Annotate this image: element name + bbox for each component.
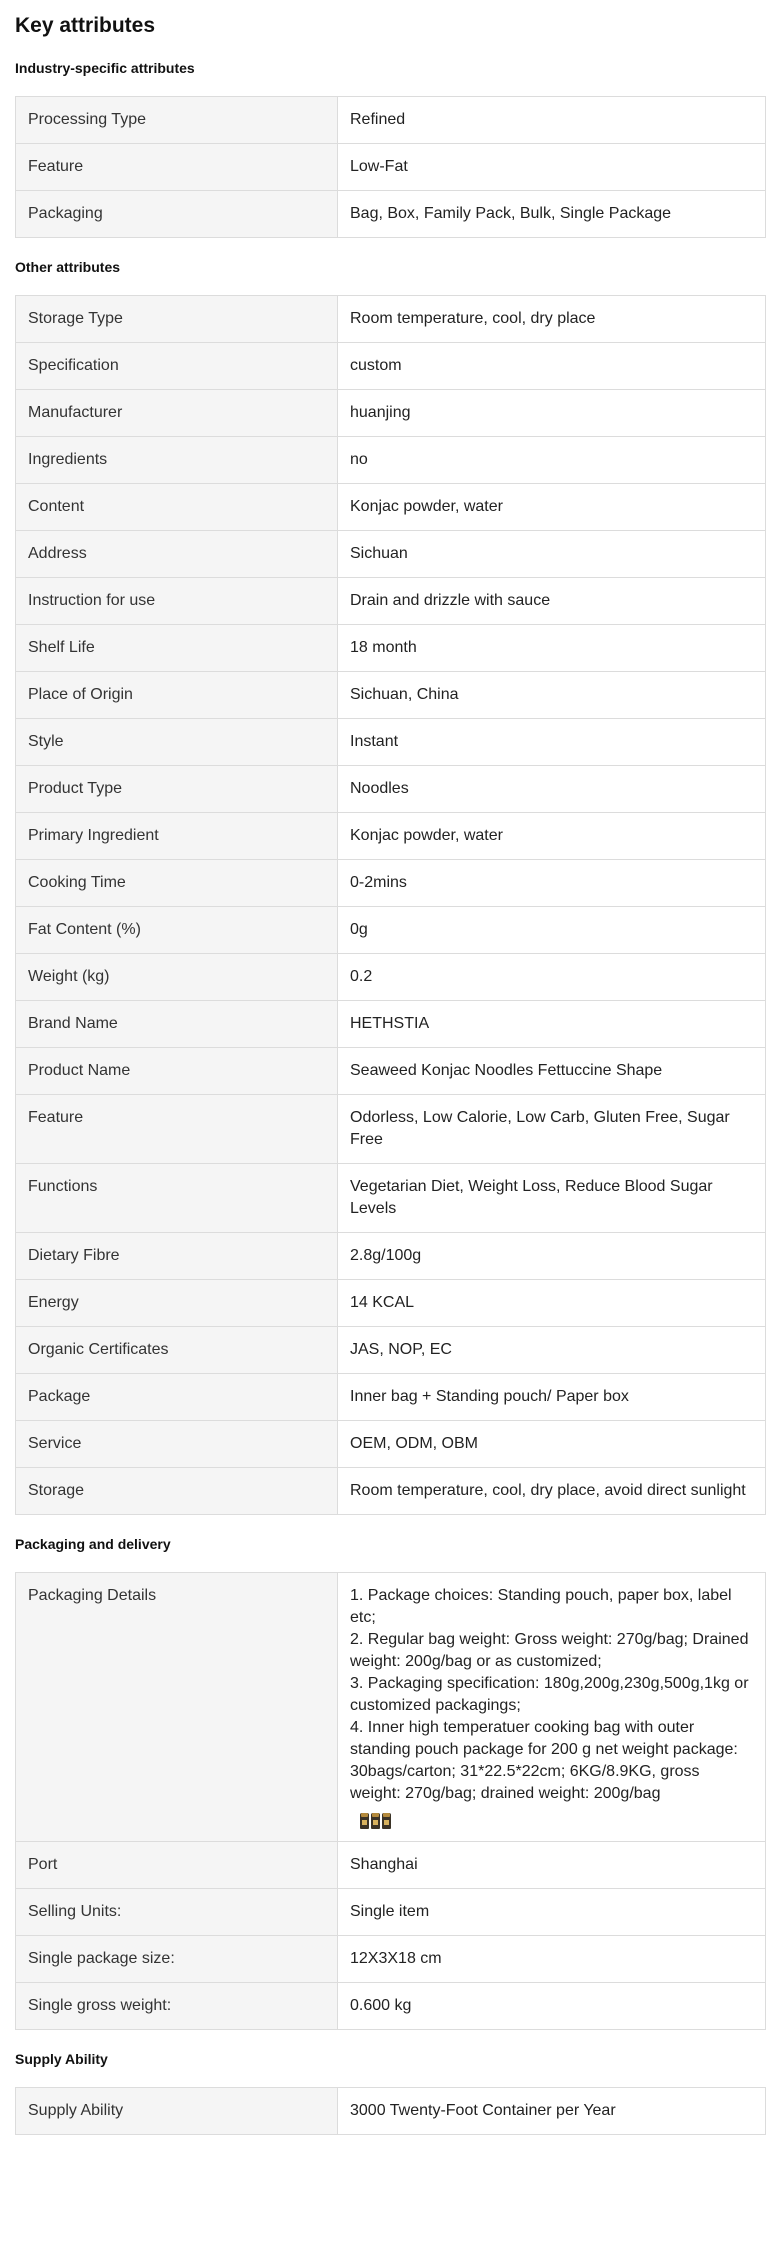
attribute-value: no (338, 437, 766, 484)
attribute-key: Single package size: (16, 1936, 338, 1983)
attribute-value: Noodles (338, 766, 766, 813)
table-row (16, 578, 766, 625)
attribute-key: Primary Ingredient (16, 813, 338, 860)
attribute-value: Sichuan (338, 531, 766, 578)
product-jar-icon (371, 1813, 380, 1829)
attribute-key: Specification (16, 343, 338, 390)
attribute-value: HETHSTIA (338, 1001, 766, 1048)
attribute-value: 12X3X18 cm (338, 1936, 766, 1983)
table-row (16, 1421, 766, 1468)
attribute-value: Odorless, Low Calorie, Low Carb, Gluten Free, Sugar Free (338, 1095, 766, 1164)
attribute-value: Room temperature, cool, dry place, avoid direct sunlight (338, 1468, 766, 1515)
attribute-value: Single item (338, 1889, 766, 1936)
attribute-key: Brand Name (16, 1001, 338, 1048)
attribute-key: Shelf Life (16, 625, 338, 672)
attribute-key: Storage (16, 1468, 338, 1515)
section-title-industry: Industry-specific attributes (15, 60, 195, 76)
attribute-key: Package (16, 1374, 338, 1421)
attribute-key: Fat Content (%) (16, 907, 338, 954)
table-row (16, 1048, 766, 1095)
table-row (16, 144, 766, 191)
attribute-key: Service (16, 1421, 338, 1468)
table-row (16, 1374, 766, 1421)
attribute-key: Port (16, 1842, 338, 1889)
packaging-detail-line: 2. Regular bag weight: Gross weight: 270g/bag; Drained weight: 200g/bag or as customized; (350, 1631, 749, 1670)
section-title-other: Other attributes (15, 259, 121, 275)
attribute-key: Product Name (16, 1048, 338, 1095)
attribute-value: Konjac powder, water (338, 813, 766, 860)
attribute-value: Sichuan, China (338, 672, 766, 719)
table-row (16, 1936, 766, 1983)
other-attributes-table (15, 295, 766, 1515)
section-title-packaging: Packaging and delivery (15, 1536, 171, 1552)
packaging-details-value (338, 1573, 766, 1842)
table-row (16, 1573, 766, 1842)
attribute-value: 0.2 (338, 954, 766, 1001)
table-row (16, 907, 766, 954)
attribute-key: Weight (kg) (16, 954, 338, 1001)
attribute-key: Ingredients (16, 437, 338, 484)
attribute-value: Seaweed Konjac Noodles Fettuccine Shape (338, 1048, 766, 1095)
table-row (16, 1889, 766, 1936)
packaging-detail-line: 4. Inner high temperatuer cooking bag with outer standing pouch package for 200 g net weight package: 30bags/carton; 31*22.5*22cm; 6KG/8.9KG, gross weight: 270g/bag; drained weight: 200g/bag (350, 1719, 738, 1802)
attribute-key: Dietary Fibre (16, 1233, 338, 1280)
product-jar-icon (382, 1813, 391, 1829)
attribute-value: 2.8g/100g (338, 1233, 766, 1280)
table-row (16, 1983, 766, 2030)
attribute-value: Room temperature, cool, dry place (338, 296, 766, 343)
table-row (16, 672, 766, 719)
attribute-value: huanjing (338, 390, 766, 437)
attribute-key: Packaging (16, 191, 338, 238)
attribute-key: Storage Type (16, 296, 338, 343)
attribute-value: OEM, ODM, OBM (338, 1421, 766, 1468)
attribute-key: Address (16, 531, 338, 578)
packaging-detail-line: 1. Package choices: Standing pouch, paper box, label etc; (350, 1587, 732, 1626)
attribute-value: Refined (338, 97, 766, 144)
industry-attributes-table (15, 96, 766, 238)
table-row (16, 1095, 766, 1164)
attribute-value: 18 month (338, 625, 766, 672)
table-row (16, 860, 766, 907)
attribute-key: Selling Units: (16, 1889, 338, 1936)
table-row (16, 954, 766, 1001)
table-row (16, 1280, 766, 1327)
attribute-value: 3000 Twenty-Foot Container per Year (338, 2088, 766, 2135)
table-row (16, 1164, 766, 1233)
table-row (16, 390, 766, 437)
attribute-key: Packaging Details (16, 1573, 338, 1842)
attribute-value: 14 KCAL (338, 1280, 766, 1327)
attribute-value: JAS, NOP, EC (338, 1327, 766, 1374)
attribute-key: Manufacturer (16, 390, 338, 437)
table-row (16, 625, 766, 672)
table-row (16, 1233, 766, 1280)
table-row (16, 191, 766, 238)
attribute-key: Style (16, 719, 338, 766)
product-thumbnail-image (360, 1809, 753, 1829)
attribute-key: Instruction for use (16, 578, 338, 625)
table-row (16, 343, 766, 390)
attribute-key: Energy (16, 1280, 338, 1327)
attribute-value: custom (338, 343, 766, 390)
page-title: Key attributes (15, 14, 156, 37)
table-row (16, 484, 766, 531)
attribute-key: Product Type (16, 766, 338, 813)
table-row (16, 97, 766, 144)
attribute-value: Instant (338, 719, 766, 766)
attribute-value: Vegetarian Diet, Weight Loss, Reduce Blood Sugar Levels (338, 1164, 766, 1233)
table-row (16, 437, 766, 484)
attribute-key: Feature (16, 1095, 338, 1164)
table-row (16, 2088, 766, 2135)
attribute-key: Place of Origin (16, 672, 338, 719)
attribute-value: Shanghai (338, 1842, 766, 1889)
attribute-value: Konjac powder, water (338, 484, 766, 531)
attribute-value: Drain and drizzle with sauce (338, 578, 766, 625)
attribute-key: Single gross weight: (16, 1983, 338, 2030)
attribute-key: Functions (16, 1164, 338, 1233)
table-row (16, 766, 766, 813)
attribute-key: Processing Type (16, 97, 338, 144)
table-row (16, 1327, 766, 1374)
table-row (16, 813, 766, 860)
table-row (16, 719, 766, 766)
section-title-supply: Supply Ability (15, 2051, 108, 2067)
packaging-table (15, 1572, 766, 2030)
attribute-key: Supply Ability (16, 2088, 338, 2135)
attribute-key: Cooking Time (16, 860, 338, 907)
table-row (16, 1842, 766, 1889)
table-row (16, 296, 766, 343)
attribute-value: Bag, Box, Family Pack, Bulk, Single Package (338, 191, 766, 238)
attribute-value: 0-2mins (338, 860, 766, 907)
supply-ability-table (15, 2087, 766, 2135)
table-row (16, 1001, 766, 1048)
table-row (16, 531, 766, 578)
attribute-value: 0.600 kg (338, 1983, 766, 2030)
attribute-value: 0g (338, 907, 766, 954)
attribute-key: Organic Certificates (16, 1327, 338, 1374)
packaging-detail-line: 3. Packaging specification: 180g,200g,230g,500g,1kg or customized packagings; (350, 1675, 749, 1714)
product-jar-icon (360, 1813, 369, 1829)
attribute-key: Content (16, 484, 338, 531)
attribute-key: Feature (16, 144, 338, 191)
attribute-value: Low-Fat (338, 144, 766, 191)
attribute-value: Inner bag + Standing pouch/ Paper box (338, 1374, 766, 1421)
table-row (16, 1468, 766, 1515)
